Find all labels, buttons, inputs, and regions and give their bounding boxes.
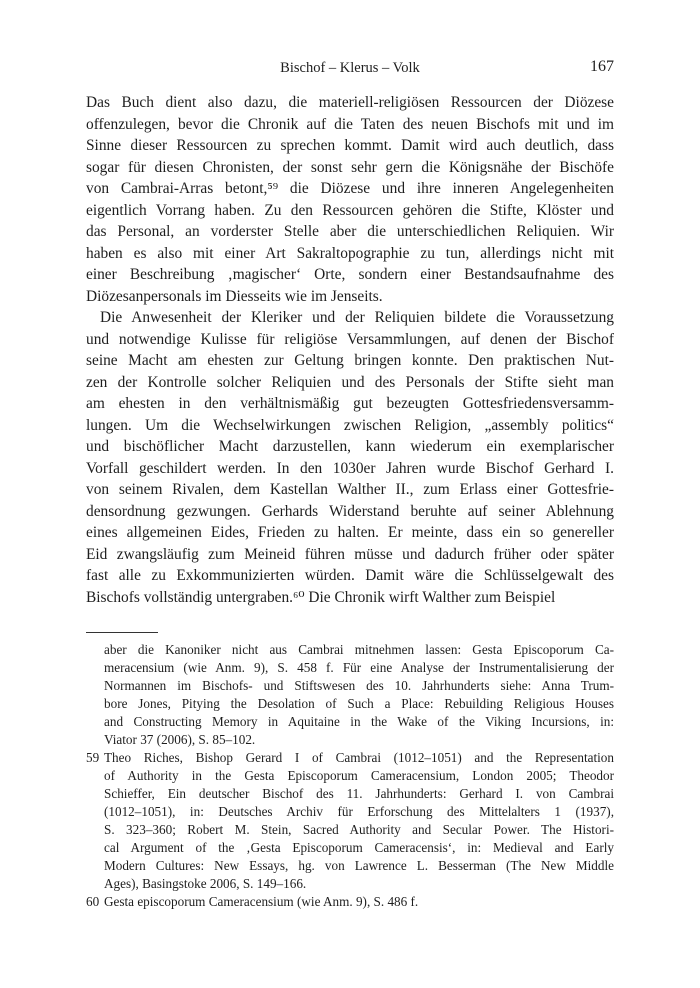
footnote-line: Theo Riches, Bishop Gerard I of Cambrai (1012–1051) and the Representation [104,750,614,765]
footnote-line: Viator 37 (2006), S. 85–102. [104,732,256,747]
text-line: Vorfall geschildert werden. In den 1030er Jahren wurde Bischof Gerhard I. [86,459,614,477]
footnote-line: cal Argument of the ‚Gesta Episcoporum Cameracensis‘, in: Medieval and Early [104,840,614,855]
running-title: Bischof – Klerus – Volk [280,60,420,76]
text-line: zen der Kontrolle solcher Reliquien und des Personals der Stifte sieht man [86,373,614,391]
text-line: das Personal, an vorderster Stelle aber die unterschiedlichen Reliquien. Wir [86,223,614,240]
footnote [86,749,614,893]
text-line: Eid zwangsläufig zum Meineid führen müsse und dadurch früher oder später [86,545,614,563]
main-text [86,92,614,608]
footnote-line: meracensium (wie Anm. 9), S. 458 f. Für eine Analyse der Instrumentalisierung der [104,660,614,675]
text-line: am ehesten in den verhältnismäßig gut bezeugten Gottesfriedensversamm- [86,395,614,412]
footnote-line: Schieffer, Ein deutscher Bischof des 11. Jahrhunderts: Gerhard I. von Cambrai [104,786,614,801]
text-line: densordnung gezwungen. Gerhards Widerstand beruhte auf seiner Ablehnung [86,502,614,520]
footnote-line: and Constructing Memory in Aquitaine in the Wake of the Viking Incursions, in: [104,714,614,729]
book-page [86,58,614,911]
text-line: Diözesanpersonals im Diesseits wie im Jenseits. [86,287,383,305]
footnote-text [86,641,614,749]
footnote-line: aber die Kanoniker nicht aus Cambrai mitnehmen lassen: Gesta Episcoporum Ca- [104,642,614,657]
footnote-line: Gesta episcoporum Cameracensium (wie Anm. 9), S. 486 f. [104,894,419,909]
text-line: Die Anwesenheit der Kleriker und der Reliquien bildete die Voraussetzung [100,309,614,326]
text-line: seine Macht am ehesten zur Geltung bringen konnte. Den praktischen Nut- [86,352,614,369]
footnote-line: Ages), Basingstoke 2006, S. 149–166. [104,876,307,891]
text-line: offenzulegen, bevor die Chronik auf die Taten des neuen Bischofs mit und im [86,115,614,133]
footnote-line: S. 323–360; Robert M. Stein, Sacred Authority and Secular Power. The Histori- [104,822,614,837]
text-line: haben es also mit einer Art Sakraltopographie zu tun, allerdings nicht mit [86,244,614,262]
text-line: von Cambrai-Arras betont,⁵⁹ die Diözese und ihre inneren Angelegenheiten [86,180,614,197]
text-line: Bischofs vollständig untergraben.⁶⁰ Die Chronik wirft Walther zum Beispiel [86,588,556,606]
text-line: eines allgemeinen Eides, Frieden zu halten. Er meinte, dass ein so genereller [86,524,614,541]
text-line: eigentlich Vorrang haben. Zu den Ressourcen gehören die Stifte, Klöster und [86,201,614,219]
paragraph [86,92,614,307]
footnote-line: (1012–1051), in: Deutsches Archiv für Erforschung des Mittelalters 1 (1937), [104,804,614,819]
text-line: sogar für diesen Chronisten, der sonst sehr gern die Königsnähe der Bischöfe [86,158,614,176]
footnote-line: bore Jones, Pitying the Desolation of Such a Place: Rebuilding Religious Houses [104,696,614,711]
text-line: von seinem Rivalen, dem Kastellan Walther II., zum Erlass einer Gottesfrie- [86,481,614,498]
footnote-rule [86,632,158,633]
footnote-line: of Authority in the Gesta Episcoporum Cameracensium, London 2005; Theodor [104,768,614,783]
footnote-line: Normannen im Bischofs- und Stiftswesen des 10. Jahrhunderts siehe: Anna Trum- [104,678,614,693]
text-line: Sinne dieser Ressourcen zu sprechen kommt. Damit wird auch deutlich, dass [86,137,614,154]
text-line: und notwendige Kulisse für religiöse Versammlungen, auf denen der Bischof [86,330,614,348]
footnote-text [104,893,614,911]
footnote-number: 60 [86,894,100,909]
text-line: fast alle zu Exkommunizierten würden. Damit wäre die Schlüsselgewalt des [86,567,614,584]
footnote-text [104,749,614,893]
page-header [86,58,614,82]
footnote [86,641,614,749]
footnote-number: 59 [86,750,100,765]
paragraph [86,307,614,608]
page-number: 167 [590,58,614,75]
footnote [86,893,614,911]
text-line: und bischöflicher Macht darzustellen, kann wiederum ein exemplarischer [86,438,614,455]
footnote-line: Modern Cultures: New Essays, hg. von Lawrence L. Besserman (The New Middle [104,858,614,873]
text-line: Das Buch dient also dazu, die materiell-religiösen Ressourcen der Diözese [86,94,614,111]
text-line: einer Beschreibung ‚magischer‘ Orte, sondern einer Bestandsaufnahme des [86,266,614,283]
footnotes [86,641,614,911]
text-line: lungen. Um die Wechselwirkungen zwischen Religion, „assembly politics“ [86,416,614,434]
